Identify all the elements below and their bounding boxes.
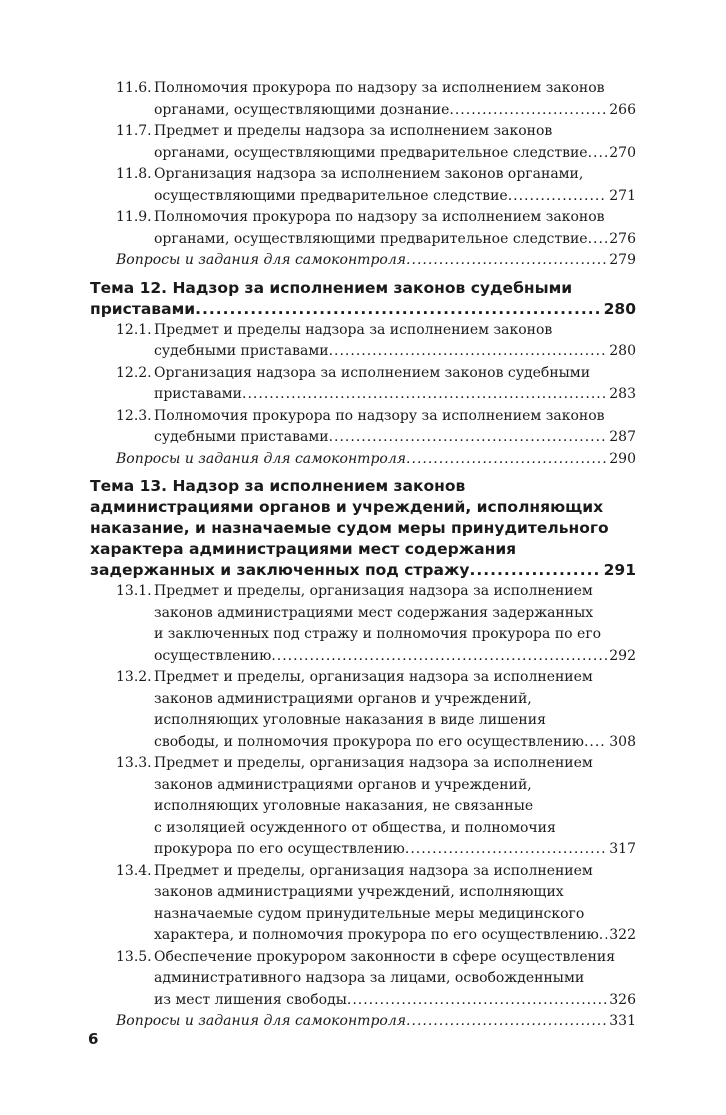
questions-label: Вопросы и задания для самоконтроля	[116, 252, 407, 268]
entry-title-line: органами, осуществляющими предварительное следствие	[154, 230, 588, 247]
toc-questions	[116, 1011, 636, 1033]
entry-title-line: осуществляющими предварительное следствие	[154, 187, 508, 204]
entry-number: 13.5.	[116, 948, 152, 965]
entry-body	[154, 121, 636, 164]
entry-title-line: Полномочия прокурора по надзору за исполнением законов	[154, 80, 605, 96]
leader-dots	[406, 449, 607, 471]
leader-dots	[599, 925, 607, 947]
page-number: 6	[88, 1030, 99, 1048]
toc-entry	[90, 207, 636, 250]
entry-title-line: административного надзора за лицами, освобожденными	[154, 970, 585, 986]
entry-title-line: судебными приставами	[154, 429, 329, 445]
page-ref: 291	[603, 561, 636, 579]
leader-dots	[588, 143, 608, 165]
entry-title-line: судебными приставами	[154, 343, 329, 359]
entry-number: 11.9.	[116, 209, 152, 225]
page-ref: 322	[609, 927, 636, 943]
page-ref: 276	[609, 230, 636, 247]
entry-title-line: законов администрациями органов и учреждений,	[154, 776, 532, 793]
entry-number: 13.2.	[116, 669, 152, 685]
entry-title-line: характера администрациями мест содержания	[90, 540, 517, 558]
entry-title-line: органами, осуществляющими предварительное следствие	[154, 144, 588, 161]
page-ref: 331	[609, 1013, 636, 1029]
page-ref: 326	[609, 991, 636, 1008]
entry-body	[154, 667, 636, 753]
page-ref: 271	[609, 187, 636, 204]
toc-entry	[90, 363, 636, 406]
entry-title-line: исполняющих уголовные наказания, не связанные	[154, 798, 534, 814]
entry-number: 12.3.	[116, 407, 152, 424]
leader-dots	[406, 1011, 607, 1033]
leader-dots	[329, 341, 608, 363]
entry-number: 11.8.	[116, 166, 152, 182]
entry-title-line: законов администрациями учреждений, исполняющих	[154, 884, 564, 900]
entry-title-line: и заключенных под стражу и полномочия прокурора по его	[154, 626, 602, 642]
table-of-contents	[90, 78, 636, 1033]
toc-topic	[90, 278, 636, 320]
entry-number: 13.1.	[116, 583, 152, 599]
entry-title-line: Организация надзора за исполнением законов органами,	[154, 166, 584, 182]
entry-body	[154, 406, 636, 449]
entry-body	[154, 164, 636, 207]
entry-title-line: приставами	[90, 299, 196, 318]
leader-dots	[195, 299, 602, 320]
toc-entry	[90, 861, 636, 947]
toc-entry	[90, 78, 636, 121]
toc-questions	[116, 250, 636, 272]
leader-dots	[271, 646, 607, 668]
entry-title-line: Предмет и пределы надзора за исполнением законов	[154, 123, 553, 139]
entry-title-line: исполняющих уголовные наказания в виде лишения	[154, 712, 546, 728]
page-ref: 283	[609, 386, 636, 402]
entry-title-line: свободы, и полномочия прокурора по его осуществлению	[154, 733, 584, 750]
entry-number: 11.6.	[116, 80, 152, 96]
entry-title-line: наказание, и назначаемые судом меры принудительного	[90, 519, 609, 537]
entry-title-line: законов администрациями мест содержания задержанных	[154, 604, 594, 621]
entry-body	[154, 78, 636, 121]
entry-number: 13.4.	[116, 862, 152, 879]
page-ref: 287	[609, 429, 636, 445]
entry-title-line: Тема 13. Надзор за исполнением законов	[90, 477, 466, 495]
page-ref: 290	[609, 450, 636, 467]
entry-body	[154, 363, 636, 406]
leader-dots	[469, 560, 601, 581]
entry-title-line: задержанных и заключенных под стражу	[90, 561, 470, 579]
toc-entry	[90, 121, 636, 164]
entry-title-line: Обеспечение прокурором законности в сфере осуществления	[154, 948, 616, 965]
entry-body	[154, 320, 636, 363]
toc-entry	[90, 164, 636, 207]
entry-body	[154, 581, 636, 667]
entry-body	[154, 947, 636, 1012]
page-ref: 270	[609, 144, 636, 161]
entry-title-line: администрациями органов и учреждений, исполняющих	[90, 498, 604, 516]
toc-entry	[90, 667, 636, 753]
entry-body	[154, 207, 636, 250]
entry-title-line: Тема 12. Надзор за исполнением законов судебными	[90, 278, 573, 297]
entry-title-line: органами, осуществляющими дознание	[154, 101, 450, 118]
entry-title-line: характера, и полномочия прокурора по его осуществлению	[154, 927, 599, 943]
entry-title-line: назначаемые судом принудительные меры медицинского	[154, 905, 585, 922]
entry-title-line: прокурора по его осуществлению	[154, 841, 405, 857]
toc-entry	[90, 581, 636, 667]
entry-title-line: Предмет и пределы, организация надзора за исполнением	[154, 669, 593, 685]
entry-number: 11.7.	[116, 123, 152, 139]
toc-questions	[116, 449, 636, 471]
leader-dots	[329, 427, 608, 449]
toc-entry	[90, 947, 636, 1012]
entry-title-line: законов администрациями органов и учреждений,	[154, 690, 532, 707]
page-ref: 266	[609, 101, 636, 118]
page-ref: 279	[609, 252, 636, 268]
entry-title-line: из мест лишения свободы	[154, 991, 347, 1008]
page-ref: 317	[609, 841, 636, 857]
toc-entry	[90, 406, 636, 449]
entry-title-line: Предмет и пределы надзора за исполнением законов	[154, 321, 553, 338]
leader-dots	[242, 384, 607, 406]
page-ref: 292	[609, 647, 636, 664]
entry-number: 12.2.	[116, 364, 152, 381]
entry-title-line: Полномочия прокурора по надзору за исполнением законов	[154, 407, 605, 424]
page-ref: 280	[603, 299, 636, 318]
page-ref: 308	[609, 733, 636, 750]
entry-title-line: с изоляцией осужденного от общества, и полномочия	[154, 819, 556, 836]
leader-dots	[584, 732, 607, 754]
leader-dots	[406, 250, 607, 272]
entry-title-line: Предмет и пределы, организация надзора за исполнением	[154, 583, 593, 599]
entry-title-line: Полномочия прокурора по надзору за исполнением законов	[154, 209, 605, 225]
toc-topic	[90, 476, 636, 581]
page-ref: 280	[609, 343, 636, 359]
entry-title-line: Организация надзора за исполнением законов судебными	[154, 364, 591, 381]
leader-dots	[508, 186, 608, 208]
questions-label: Вопросы и задания для самоконтроля	[116, 450, 407, 467]
questions-label: Вопросы и задания для самоконтроля	[116, 1013, 407, 1029]
toc-entry	[90, 320, 636, 363]
entry-number: 13.3.	[116, 755, 152, 771]
entry-title-line: Предмет и пределы, организация надзора за исполнением	[154, 862, 593, 879]
leader-dots	[449, 100, 607, 122]
entry-title-line: осуществлению	[154, 647, 272, 664]
leader-dots	[405, 839, 607, 861]
leader-dots	[588, 229, 608, 251]
entry-body	[154, 753, 636, 861]
entry-body	[154, 861, 636, 947]
entry-title-line: Предмет и пределы, организация надзора за исполнением	[154, 755, 593, 771]
entry-number: 12.1.	[116, 321, 152, 338]
leader-dots	[347, 990, 607, 1012]
toc-entry	[90, 753, 636, 861]
entry-title-line: приставами	[154, 386, 243, 402]
